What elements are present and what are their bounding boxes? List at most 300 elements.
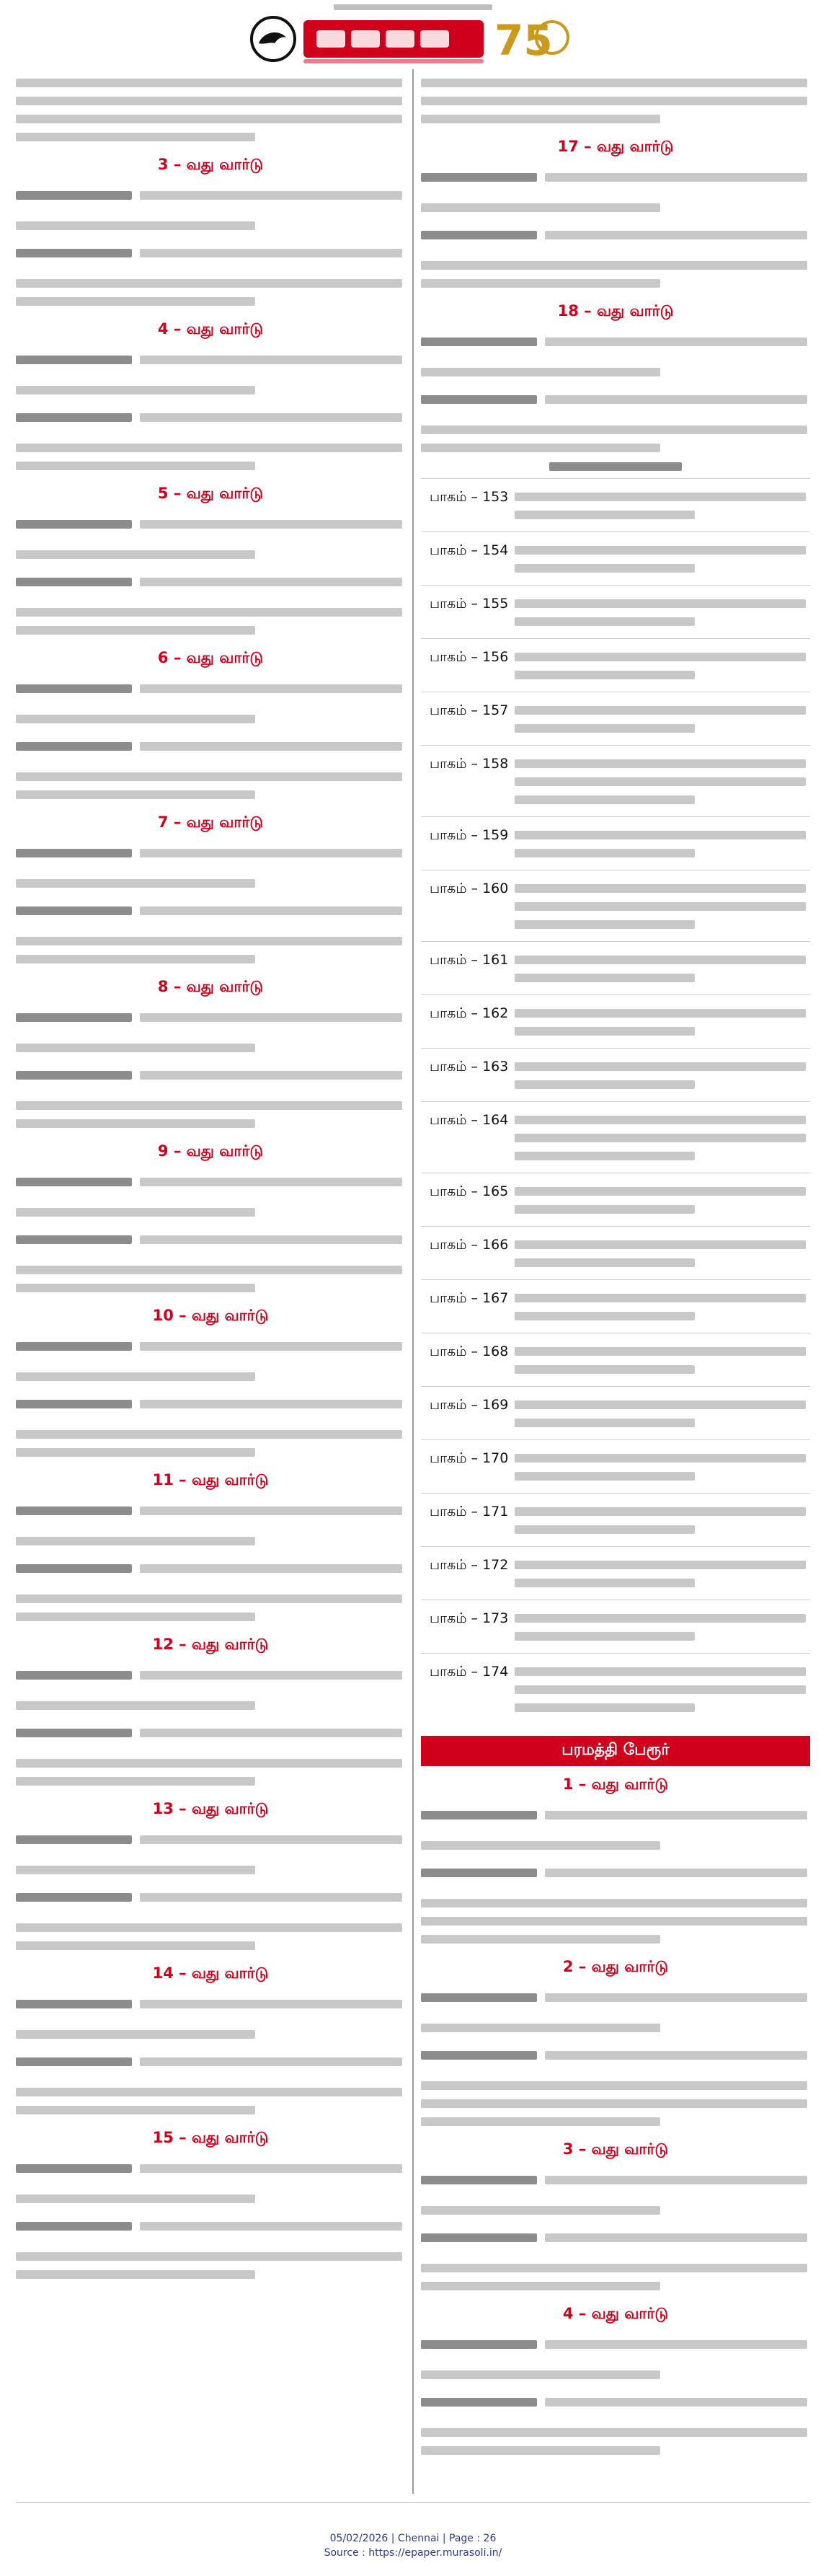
text-line-placeholder	[515, 831, 806, 839]
text-line-placeholder	[16, 279, 402, 288]
text-line-placeholder	[140, 1671, 402, 1680]
text-line-placeholder	[421, 1993, 537, 2002]
text-line-lead	[16, 675, 402, 705]
bagam-row	[421, 692, 810, 745]
text-line-lead	[16, 2155, 402, 2185]
text-line-placeholder	[140, 1400, 402, 1408]
text-line-placeholder	[16, 1013, 132, 1022]
section-banner: பரமத்தி பேரூர்	[421, 1736, 810, 1766]
bagam-label: பாகம் – 153	[430, 489, 509, 505]
text-line-placeholder	[16, 1448, 255, 1457]
text-line-placeholder	[16, 715, 255, 723]
ward-block	[16, 315, 405, 470]
text-line-lead	[16, 568, 402, 599]
text-line-placeholder	[16, 1400, 132, 1408]
text-line-lead	[16, 1555, 402, 1585]
bagam-organiser-text	[515, 1178, 810, 1223]
text-line-lead	[16, 239, 402, 270]
text-line-lead	[421, 2042, 807, 2072]
text-line-placeholder	[16, 2000, 132, 2008]
text-line-placeholder	[421, 2233, 537, 2242]
text-line-placeholder	[140, 356, 402, 364]
bagam-organiser-text	[515, 1658, 810, 1721]
text-line-placeholder	[16, 97, 402, 105]
text-line-placeholder	[140, 1071, 402, 1080]
text-line-placeholder	[140, 2164, 402, 2173]
ward-deputy-organisers-paragraph	[16, 2213, 405, 2279]
bagam-row	[421, 1386, 810, 1439]
text-line-lead	[16, 1884, 402, 1914]
bagam-table-heading	[549, 462, 682, 471]
ward-block	[421, 2135, 810, 2290]
text-line-lead	[421, 2388, 807, 2419]
bagam-organiser-text	[515, 590, 810, 635]
text-line-placeholder	[16, 578, 132, 586]
bagam-row	[421, 1439, 810, 1493]
bagam-row	[421, 1653, 810, 1724]
ward-organiser-paragraph	[16, 1990, 405, 2039]
bagam-row	[421, 1173, 810, 1226]
ward-organiser-paragraph	[16, 511, 405, 559]
bagam-row	[421, 816, 810, 870]
ward-deputy-organisers-paragraph	[16, 1390, 405, 1457]
svg-text:75: 75	[494, 16, 553, 65]
ward-block	[421, 1953, 810, 2126]
text-line-placeholder	[421, 2099, 807, 2108]
bagam-organiser-text	[515, 1106, 810, 1170]
text-line-placeholder	[16, 115, 402, 123]
murasoli-logo-icon	[246, 10, 580, 65]
text-line-placeholder	[140, 1013, 402, 1022]
ward-organiser-paragraph	[421, 328, 810, 376]
text-line-placeholder	[16, 1044, 255, 1052]
text-line-lead	[421, 164, 807, 194]
text-line-placeholder	[16, 1372, 255, 1381]
text-line-placeholder	[515, 493, 806, 501]
text-line-lead	[16, 1226, 402, 1256]
text-line-placeholder	[421, 97, 807, 105]
text-line-placeholder	[16, 937, 402, 945]
bagam-row	[421, 1226, 810, 1279]
text-line-placeholder	[140, 1835, 402, 1844]
masthead	[0, 0, 826, 68]
text-line-placeholder	[16, 1866, 255, 1874]
bagam-label: பாகம் – 173	[430, 1610, 509, 1626]
text-line-placeholder	[16, 2252, 402, 2261]
text-line-placeholder	[16, 221, 255, 230]
ward-deputy-organisers-paragraph	[16, 1062, 405, 1128]
text-line-placeholder	[16, 2164, 132, 2173]
text-line-lead	[421, 1801, 807, 1832]
ward-deputy-organisers-paragraph	[16, 733, 405, 799]
text-line-placeholder	[140, 2222, 402, 2231]
text-line-placeholder	[140, 249, 402, 257]
ward-deputy-organisers-paragraph	[421, 386, 810, 452]
ward-organiser-paragraph	[421, 1801, 810, 1850]
text-line-placeholder	[16, 1893, 132, 1902]
text-line-placeholder	[545, 2398, 807, 2407]
text-line-placeholder	[515, 974, 695, 982]
text-line-placeholder	[421, 1811, 537, 1819]
text-line-placeholder	[515, 1703, 695, 1712]
text-line-placeholder	[140, 742, 402, 751]
text-line-lead	[16, 1719, 402, 1750]
bagam-organisers-table	[421, 462, 810, 1724]
text-line-placeholder	[16, 684, 132, 693]
text-line-placeholder	[421, 203, 660, 212]
bagam-organiser-text	[515, 1391, 810, 1437]
ward-organiser-paragraph	[16, 675, 405, 723]
bagam-organiser-text	[515, 1231, 810, 1276]
bagam-label: பாகம் – 172	[430, 1557, 509, 1573]
text-line-placeholder	[16, 2088, 402, 2096]
text-line-lead	[16, 1826, 402, 1856]
text-line-placeholder	[140, 191, 402, 200]
text-line-placeholder	[421, 2024, 660, 2032]
bagam-label: பாகம் – 156	[430, 649, 509, 665]
footer-source: Source : https://epaper.murasoli.in/	[324, 2547, 502, 2559]
masthead-tagline-bar	[334, 4, 492, 10]
text-line-placeholder	[16, 1208, 255, 1217]
bagam-label: பாகம் – 168	[430, 1344, 509, 1359]
bagam-row	[421, 1600, 810, 1653]
text-line-lead	[16, 733, 402, 763]
text-line-placeholder	[515, 546, 806, 555]
bagam-organiser-text	[515, 1053, 810, 1098]
text-line-placeholder	[140, 1178, 402, 1186]
text-line-placeholder	[515, 1009, 806, 1018]
bagam-label: பாகம் – 174	[430, 1664, 509, 1680]
text-line-lead	[16, 182, 402, 212]
ward-title: 15 – வது வார்டு	[152, 2128, 269, 2146]
text-line-placeholder	[545, 231, 807, 239]
ward-organiser-paragraph	[16, 1497, 405, 1545]
text-line-placeholder	[140, 578, 402, 586]
text-line-lead	[421, 328, 807, 358]
text-line-placeholder	[421, 395, 537, 404]
text-line-placeholder	[421, 231, 537, 239]
bagam-organiser-text	[515, 875, 810, 938]
ward-organiser-paragraph	[421, 1984, 810, 2032]
text-line-placeholder	[545, 2340, 807, 2349]
text-line-placeholder	[16, 1594, 402, 1603]
bagam-row	[421, 1493, 810, 1546]
text-line-placeholder	[140, 907, 402, 915]
text-line-placeholder	[421, 425, 807, 434]
text-line-placeholder	[515, 1187, 806, 1196]
bagam-row	[421, 585, 810, 638]
ward-title: 10 – வது வார்டு	[152, 1306, 269, 1324]
text-line-lead	[421, 2331, 807, 2361]
bagam-organiser-text	[515, 1338, 810, 1383]
bagam-label: பாகம் – 169	[430, 1397, 509, 1413]
text-line-placeholder	[421, 1899, 807, 1907]
text-line-placeholder	[515, 599, 806, 608]
text-line-lead	[16, 404, 402, 434]
bagam-row	[421, 1279, 810, 1333]
ward-organiser-paragraph	[421, 2166, 810, 2215]
text-line-placeholder	[16, 191, 132, 200]
ward-deputy-organisers-paragraph	[16, 568, 405, 635]
ward-block	[16, 808, 405, 963]
text-line-placeholder	[545, 1993, 807, 2002]
bagam-label: பாகம் – 154	[430, 542, 509, 558]
text-line-placeholder	[16, 1430, 402, 1439]
text-line-lead	[16, 1497, 402, 1527]
text-line-placeholder	[421, 1841, 660, 1850]
text-line-placeholder	[140, 849, 402, 857]
text-line-placeholder	[421, 1935, 660, 1944]
ward-block	[421, 133, 810, 288]
ward-block	[16, 1302, 405, 1457]
text-line-placeholder	[16, 608, 402, 617]
ward-deputy-organisers-paragraph	[16, 1555, 405, 1621]
bagam-label: பாகம் – 161	[430, 952, 509, 968]
bagam-organiser-text	[515, 946, 810, 992]
text-line-placeholder	[515, 706, 806, 715]
text-line-placeholder	[515, 956, 806, 964]
ward-deputy-organisers-paragraph	[421, 2042, 810, 2126]
text-line-placeholder	[16, 297, 255, 306]
text-line-placeholder	[421, 338, 537, 346]
text-line-placeholder	[515, 1685, 806, 1694]
ward-deputy-organisers-paragraph	[16, 1719, 405, 1786]
bagam-label: பாகம் – 157	[430, 702, 509, 718]
text-line-placeholder	[421, 2206, 660, 2215]
bagam-organiser-text	[515, 537, 810, 582]
ward-block	[16, 1466, 405, 1621]
text-line-placeholder	[515, 1152, 695, 1160]
text-line-placeholder	[16, 1613, 255, 1621]
text-line-placeholder	[140, 413, 402, 422]
text-line-lead	[16, 1990, 402, 2021]
ward-block	[16, 2124, 405, 2279]
text-line-placeholder	[16, 1342, 132, 1351]
text-line-placeholder	[421, 368, 660, 376]
ward-organiser-paragraph	[16, 1168, 405, 1217]
ward-organiser-paragraph	[16, 346, 405, 394]
text-line-placeholder	[16, 955, 255, 963]
bagam-label: பாகம் – 167	[430, 1290, 509, 1306]
ward-deputy-organisers-paragraph	[421, 2388, 810, 2455]
ward-title: 2 – வது வார்டு	[562, 1957, 669, 1975]
ward-title: 11 – வது வார்டு	[152, 1470, 269, 1488]
text-line-placeholder	[545, 395, 807, 404]
text-line-placeholder	[515, 1312, 695, 1320]
text-line-placeholder	[16, 1119, 255, 1128]
text-line-placeholder	[421, 79, 807, 87]
text-line-placeholder	[515, 1240, 806, 1249]
bagam-row	[421, 941, 810, 994]
text-line-placeholder	[16, 1759, 402, 1768]
bagam-label: பாகம் – 159	[430, 827, 509, 843]
bagam-label: பாகம் – 155	[430, 596, 509, 612]
text-line-placeholder	[515, 1561, 806, 1569]
ward-organiser-paragraph	[16, 1826, 405, 1874]
bagam-row	[421, 478, 810, 531]
text-line-placeholder	[421, 1917, 807, 1926]
text-line-placeholder	[140, 1564, 402, 1573]
text-line-placeholder	[421, 173, 537, 182]
text-line-placeholder	[16, 1101, 402, 1110]
text-line-lead	[421, 2224, 807, 2254]
text-line-lead	[421, 1984, 807, 2014]
ward-block	[16, 1137, 405, 1292]
text-line-lead	[16, 1333, 402, 1363]
ward-block	[421, 297, 810, 452]
text-line-placeholder	[515, 795, 695, 804]
ward-title: 14 – வது வார்டு	[152, 1964, 269, 1982]
text-line-placeholder	[16, 444, 402, 452]
bagam-row	[421, 994, 810, 1048]
ward-title: 17 – வது வார்டு	[557, 137, 674, 155]
text-line-placeholder	[16, 133, 255, 141]
text-line-placeholder	[16, 1178, 132, 1186]
text-line-lead	[421, 221, 807, 252]
text-line-placeholder	[515, 617, 695, 626]
text-line-placeholder	[140, 1235, 402, 1244]
text-line-placeholder	[421, 2176, 537, 2184]
text-line-placeholder	[421, 2051, 537, 2060]
text-line-placeholder	[140, 1507, 402, 1515]
text-line-placeholder	[515, 1062, 806, 1071]
ward-title: 7 – வது வார்டு	[157, 813, 264, 831]
text-line-placeholder	[515, 671, 695, 679]
text-line-placeholder	[545, 338, 807, 346]
bagam-label: பாகம் – 170	[430, 1450, 509, 1466]
bagam-row	[421, 1333, 810, 1386]
ward-organiser-paragraph	[16, 182, 405, 230]
text-line-placeholder	[421, 261, 807, 270]
ward-deputy-organisers-paragraph	[421, 221, 810, 288]
ward-title: 4 – வது வார்டு	[157, 319, 264, 338]
text-line-placeholder	[16, 879, 255, 888]
ward-title: 13 – வது வார்டு	[152, 1799, 269, 1817]
text-line-placeholder	[140, 2057, 402, 2066]
bagam-row	[421, 745, 810, 816]
text-line-placeholder	[16, 1235, 132, 1244]
ward-organiser-paragraph	[16, 1333, 405, 1381]
continued-paragraph	[16, 79, 405, 141]
text-line-lead	[421, 386, 807, 416]
bagam-organiser-text	[515, 750, 810, 813]
ward-title: 9 – வது வார்டு	[157, 1142, 264, 1160]
bagam-label: பாகம் – 160	[430, 881, 509, 896]
text-line-placeholder	[515, 724, 695, 733]
bagam-label: பாகம் – 163	[430, 1059, 509, 1075]
text-line-placeholder	[515, 1258, 695, 1267]
bagam-organiser-text	[515, 1284, 810, 1330]
left-column	[16, 69, 405, 2494]
text-line-placeholder	[16, 413, 132, 422]
text-line-placeholder	[545, 173, 807, 182]
text-line-placeholder	[421, 1869, 537, 1877]
text-line-placeholder	[140, 684, 402, 693]
bagam-organiser-text	[515, 697, 810, 742]
text-line-placeholder	[515, 1454, 806, 1463]
text-line-placeholder	[515, 1347, 806, 1356]
text-line-placeholder	[140, 1893, 402, 1902]
text-line-placeholder	[421, 2081, 807, 2090]
bagam-row	[421, 1048, 810, 1101]
ward-title: 18 – வது வார்டு	[557, 301, 674, 319]
text-line-placeholder	[421, 2446, 660, 2455]
bagam-label: பாகம் – 158	[430, 756, 509, 772]
ward-organiser-paragraph	[16, 1662, 405, 1710]
ward-deputy-organisers-paragraph	[16, 2048, 405, 2114]
ward-organiser-paragraph	[16, 839, 405, 888]
ward-block	[421, 1770, 810, 1944]
text-line-placeholder	[16, 849, 132, 857]
text-line-placeholder	[16, 1564, 132, 1573]
bagam-row	[421, 638, 810, 692]
text-line-placeholder	[515, 1080, 695, 1089]
ward-organiser-paragraph	[421, 164, 810, 212]
bagam-label: பாகம் – 171	[430, 1504, 509, 1519]
ward-title: 3 – வது வார்டு	[157, 155, 264, 173]
ward-block	[16, 973, 405, 1128]
ward-title: 4 – வது வார்டு	[562, 2304, 669, 2322]
text-line-lead	[16, 1390, 402, 1421]
text-line-placeholder	[16, 249, 132, 257]
text-line-placeholder	[515, 1419, 695, 1427]
bagam-organiser-text	[515, 1498, 810, 1543]
text-line-placeholder	[515, 1027, 695, 1036]
text-line-placeholder	[140, 1729, 402, 1737]
text-line-placeholder	[16, 1507, 132, 1515]
text-line-lead	[16, 839, 402, 870]
text-line-lead	[16, 897, 402, 927]
page-footer	[0, 2502, 826, 2575]
text-line-placeholder	[16, 1701, 255, 1710]
text-line-placeholder	[140, 2000, 402, 2008]
text-line-placeholder	[140, 1342, 402, 1351]
text-line-placeholder	[515, 1116, 806, 1124]
text-line-placeholder	[16, 1777, 255, 1786]
text-line-lead	[421, 2166, 807, 2197]
text-line-lead	[421, 1859, 807, 1889]
ward-block	[16, 1631, 405, 1786]
ward-title: 12 – வது வார்டு	[152, 1635, 269, 1653]
text-line-placeholder	[421, 2428, 807, 2437]
text-line-placeholder	[515, 1632, 695, 1641]
text-line-lead	[16, 1004, 402, 1034]
ward-organiser-paragraph	[421, 2331, 810, 2379]
text-line-placeholder	[515, 1579, 695, 1587]
text-line-placeholder	[421, 279, 660, 288]
text-line-placeholder	[16, 790, 255, 799]
bagam-row	[421, 1546, 810, 1600]
ward-title: 1 – வது வார்டு	[562, 1775, 669, 1793]
text-line-placeholder	[421, 2282, 660, 2290]
ward-title: 3 – வது வார்டு	[562, 2140, 669, 2158]
bagam-organiser-text	[515, 1444, 810, 1490]
text-line-placeholder	[421, 115, 660, 123]
text-line-placeholder	[16, 356, 132, 364]
text-line-placeholder	[515, 1507, 806, 1516]
bagam-organiser-text	[515, 1551, 810, 1597]
ward-block	[421, 2300, 810, 2455]
text-line-placeholder	[16, 520, 132, 529]
text-line-lead	[16, 2213, 402, 2243]
text-line-placeholder	[16, 2057, 132, 2066]
text-line-placeholder	[515, 511, 695, 519]
text-line-placeholder	[545, 1811, 807, 1819]
text-line-placeholder	[421, 2264, 807, 2272]
continued-paragraph	[421, 79, 810, 123]
text-line-placeholder	[515, 1667, 806, 1676]
text-line-placeholder	[545, 2176, 807, 2184]
